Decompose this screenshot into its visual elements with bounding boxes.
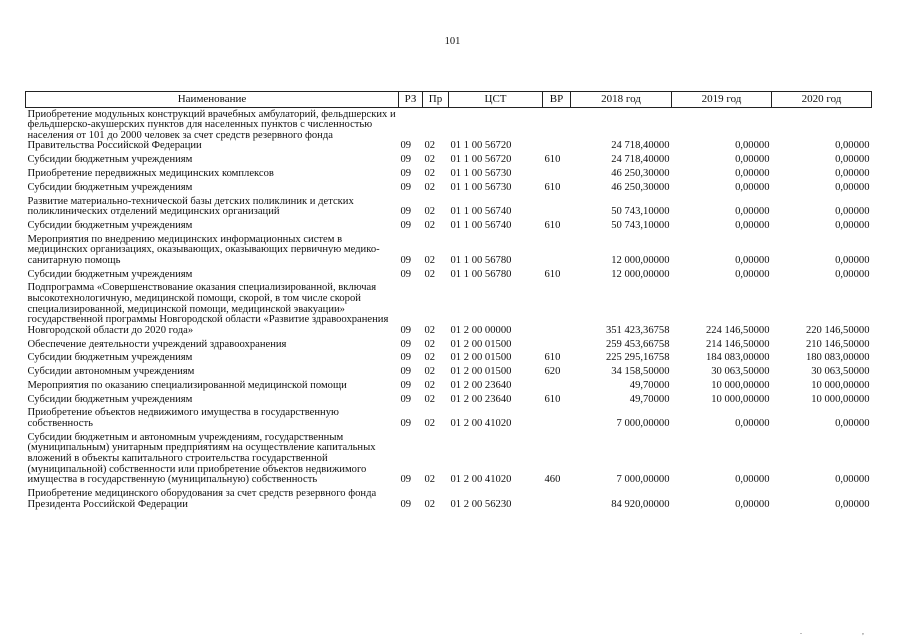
cell-pr: 02	[424, 167, 436, 179]
cell-rz: 09	[400, 206, 412, 218]
cell-pr: 02	[424, 268, 436, 280]
cell-cst: 01 2 00 41020	[450, 474, 512, 486]
cell-rz: 09	[400, 167, 412, 179]
cell-name: Субсидии бюджетным учреждениям	[27, 181, 193, 193]
cell-2018: 7 000,00000	[616, 418, 670, 430]
page-number: 101	[444, 36, 461, 47]
table-row	[26, 487, 872, 511]
cell-2018: 259 453,66758	[605, 338, 670, 350]
table-row	[26, 366, 872, 380]
cell-2020: 180 083,00000	[805, 352, 870, 364]
cell-pr: 02	[424, 206, 436, 218]
cell-vr	[543, 282, 571, 338]
cell-2020: 0,00000	[835, 474, 870, 486]
cell-vr	[543, 167, 571, 181]
cell-name: Приобретение модульных конструкций врачебных амбулаторий, фельдшерских и фельдшерско-акушерских пунктов для населенных пунктов с численностью населения от 101 до 2000 человек за счет средств резервного фонда Правительства Российской Федерации	[27, 108, 396, 152]
cell-2018: 34 158,50000	[611, 366, 670, 378]
cell-2018: 46 250,30000	[611, 167, 670, 179]
cell-name: Обеспечение деятельности учреждений здравоохранения	[27, 338, 287, 350]
cell-name: Мероприятия по внедрению медицинских информационных систем в медицинских организациях, оказывающих, оказывающих первичную медико-санитарную помощь	[27, 233, 380, 266]
cell-cst: 01 2 00 23640	[450, 393, 512, 405]
table-row	[26, 407, 872, 431]
cell-name: Подпрограмма «Совершенствование оказания специализированной, включая высокотехнологичную, медицинской помощи, скорой, в том числе скорой специализированной, медицинской помощи, медицинской эвакуации» государственной программы Новгородской области «Развитие здравоохранения Новгородской области до 2020 года»	[27, 282, 389, 336]
table-row	[26, 233, 872, 268]
cell-cst: 01 2 00 01500	[450, 338, 512, 350]
cell-2019: 0,00000	[735, 254, 770, 266]
cell-cst: 01 1 00 56720	[450, 154, 512, 166]
cell-cst: 01 2 00 41020	[450, 418, 512, 430]
cell-2018: 7 000,00000	[616, 474, 670, 486]
cell-rz: 09	[400, 154, 412, 166]
cell-2020: 0,00000	[835, 498, 870, 510]
table-row	[26, 108, 872, 154]
cell-cst: 01 2 00 01500	[450, 352, 512, 364]
cell-2018: 24 718,40000	[611, 154, 670, 166]
table-row	[26, 338, 872, 352]
cell-name: Мероприятия по оказанию специализированной медицинской помощи	[27, 379, 347, 391]
cell-name: Приобретение медицинского оборудования за счет средств резервного фонда Президента Российской Федерации	[27, 488, 377, 510]
cell-2018: 24 718,40000	[611, 140, 670, 152]
cell-pr: 02	[424, 379, 436, 391]
cell-2018: 50 743,10000	[611, 206, 670, 218]
table-row	[26, 219, 872, 233]
table-row	[26, 154, 872, 168]
cell-name: Субсидии бюджетным учреждениям	[27, 219, 193, 231]
cell-name: Субсидии бюджетным и автономным учреждениям, государственным (муниципальным) унитарным предприятиям на осуществление капитальных вложений в объекты капитального строительства государственной (муниципальной) собственности или приобретение объектов недвижимого имущества в государственную (муниципальную) собственность	[27, 431, 376, 486]
cell-2018: 49,70000	[629, 379, 670, 391]
table-header	[26, 92, 872, 108]
cell-2020: 10 000,00000	[811, 393, 870, 405]
cell-2020: 0,00000	[835, 268, 870, 280]
header-pr: Пр	[423, 92, 449, 108]
cell-rz: 09	[400, 181, 412, 193]
cell-pr: 02	[424, 140, 436, 152]
cell-rz: 09	[400, 324, 412, 336]
cell-2018: 50 743,10000	[611, 219, 670, 231]
table-row	[26, 167, 872, 181]
cell-rz: 09	[400, 268, 412, 280]
cell-2020: 0,00000	[835, 206, 870, 218]
cell-pr: 02	[424, 474, 436, 486]
cell-2019: 0,00000	[735, 418, 770, 430]
cell-name: Субсидии автономным учреждениям	[27, 366, 195, 378]
table-row	[26, 195, 872, 219]
cell-pr: 02	[424, 154, 436, 166]
cell-name: Приобретение передвижных медицинских комплексов	[27, 167, 274, 179]
cell-2019: 0,00000	[735, 219, 770, 231]
cell-2019: 10 000,00000	[711, 393, 770, 405]
cell-rz: 09	[400, 254, 412, 266]
cell-cst: 01 2 00 00000	[450, 324, 512, 336]
cell-rz: 09	[400, 418, 412, 430]
cell-name: Субсидии бюджетным учреждениям	[27, 393, 193, 405]
cell-rz: 09	[400, 219, 412, 231]
cell-pr: 02	[424, 366, 436, 378]
cell-2020: 30 063,50000	[811, 366, 870, 378]
cell-pr: 02	[424, 338, 436, 350]
cell-2019: 0,00000	[735, 498, 770, 510]
cell-vr: 610	[544, 181, 561, 193]
cell-vr: 610	[544, 393, 561, 405]
cell-2020: 0,00000	[835, 140, 870, 152]
cell-vr	[543, 379, 571, 393]
cell-2019: 0,00000	[735, 206, 770, 218]
cell-pr: 02	[424, 219, 436, 231]
cell-cst: 01 1 00 56720	[450, 140, 512, 152]
cell-2018: 12 000,00000	[611, 268, 670, 280]
cell-cst: 01 1 00 56780	[450, 268, 512, 280]
cell-rz: 09	[400, 352, 412, 364]
cell-vr: 610	[544, 268, 561, 280]
cell-cst: 01 2 00 23640	[450, 379, 512, 391]
cell-2020: 10 000,00000	[811, 379, 870, 391]
cell-pr: 02	[424, 324, 436, 336]
header-vr: ВР	[543, 92, 571, 108]
table-row	[26, 268, 872, 282]
cell-vr: 460	[544, 474, 561, 486]
cell-2018: 225 295,16758	[605, 352, 670, 364]
cell-pr: 02	[424, 352, 436, 364]
cell-vr: 610	[544, 154, 561, 166]
cell-cst: 01 1 00 56780	[450, 254, 512, 266]
header-name: Наименование	[26, 92, 399, 108]
cell-pr: 02	[424, 418, 436, 430]
cell-2018: 351 423,36758	[605, 324, 670, 336]
cell-2019: 214 146,50000	[705, 338, 770, 350]
cell-vr: 620	[544, 366, 561, 378]
table-row	[26, 282, 872, 338]
table-row	[26, 431, 872, 487]
cell-rz: 09	[400, 498, 412, 510]
cell-2020: 0,00000	[835, 154, 870, 166]
cell-vr	[543, 108, 571, 154]
cell-name: Субсидии бюджетным учреждениям	[27, 154, 193, 166]
table-row	[26, 181, 872, 195]
cell-2019: 0,00000	[735, 474, 770, 486]
cell-vr: 610	[544, 219, 561, 231]
cell-rz: 09	[400, 140, 412, 152]
scan-mark: .	[800, 627, 802, 636]
cell-rz: 09	[400, 366, 412, 378]
table-row	[26, 352, 872, 366]
cell-pr: 02	[424, 181, 436, 193]
cell-pr: 02	[424, 393, 436, 405]
cell-rz: 09	[400, 393, 412, 405]
cell-vr: 610	[544, 352, 561, 364]
cell-2019: 0,00000	[735, 167, 770, 179]
table-row	[26, 393, 872, 407]
table-body	[26, 108, 872, 512]
cell-cst: 01 2 00 01500	[450, 366, 512, 378]
cell-name: Приобретение объектов недвижимого имущества в государственную собственность	[27, 407, 339, 430]
cell-vr	[543, 487, 571, 511]
cell-rz: 09	[400, 474, 412, 486]
cell-2020: 210 146,50000	[805, 338, 870, 350]
cell-2020: 0,00000	[835, 254, 870, 266]
cell-vr	[543, 195, 571, 219]
cell-2019: 184 083,00000	[705, 352, 770, 364]
header-rz: РЗ	[399, 92, 423, 108]
header-2019: 2019 год	[672, 92, 772, 108]
cell-name: Субсидии бюджетным учреждениям	[27, 352, 193, 364]
cell-2019: 0,00000	[735, 181, 770, 193]
cell-2019: 30 063,50000	[711, 366, 770, 378]
cell-2020: 0,00000	[835, 418, 870, 430]
header-2020: 2020 год	[772, 92, 872, 108]
cell-pr: 02	[424, 498, 436, 510]
cell-vr	[543, 233, 571, 268]
cell-2018: 49,70000	[629, 393, 670, 405]
cell-2018: 12 000,00000	[611, 254, 670, 266]
cell-cst: 01 2 00 56230	[450, 498, 512, 510]
cell-2018: 46 250,30000	[611, 181, 670, 193]
cell-2020: 0,00000	[835, 167, 870, 179]
cell-rz: 09	[400, 379, 412, 391]
header-cst: ЦСТ	[449, 92, 543, 108]
cell-2019: 10 000,00000	[711, 379, 770, 391]
cell-2020: 0,00000	[835, 181, 870, 193]
cell-vr	[543, 407, 571, 431]
cell-cst: 01 1 00 56730	[450, 181, 512, 193]
table-row	[26, 379, 872, 393]
cell-2019: 0,00000	[735, 140, 770, 152]
cell-vr	[543, 338, 571, 352]
cell-2020: 0,00000	[835, 219, 870, 231]
budget-table	[25, 91, 872, 512]
cell-name: Развитие материально-технической базы детских поликлиник и детских поликлинических отделений медицинских организаций	[27, 195, 354, 218]
cell-name: Субсидии бюджетным учреждениям	[27, 268, 193, 280]
cell-cst: 01 1 00 56730	[450, 167, 512, 179]
cell-2019: 0,00000	[735, 154, 770, 166]
cell-2019: 0,00000	[735, 268, 770, 280]
cell-cst: 01 1 00 56740	[450, 206, 512, 218]
scan-mark: ,	[862, 627, 864, 636]
cell-2018: 84 920,00000	[611, 498, 670, 510]
cell-pr: 02	[424, 254, 436, 266]
cell-2020: 220 146,50000	[805, 324, 870, 336]
header-2018: 2018 год	[571, 92, 672, 108]
cell-2019: 224 146,50000	[705, 324, 770, 336]
cell-rz: 09	[400, 338, 412, 350]
cell-cst: 01 1 00 56740	[450, 219, 512, 231]
